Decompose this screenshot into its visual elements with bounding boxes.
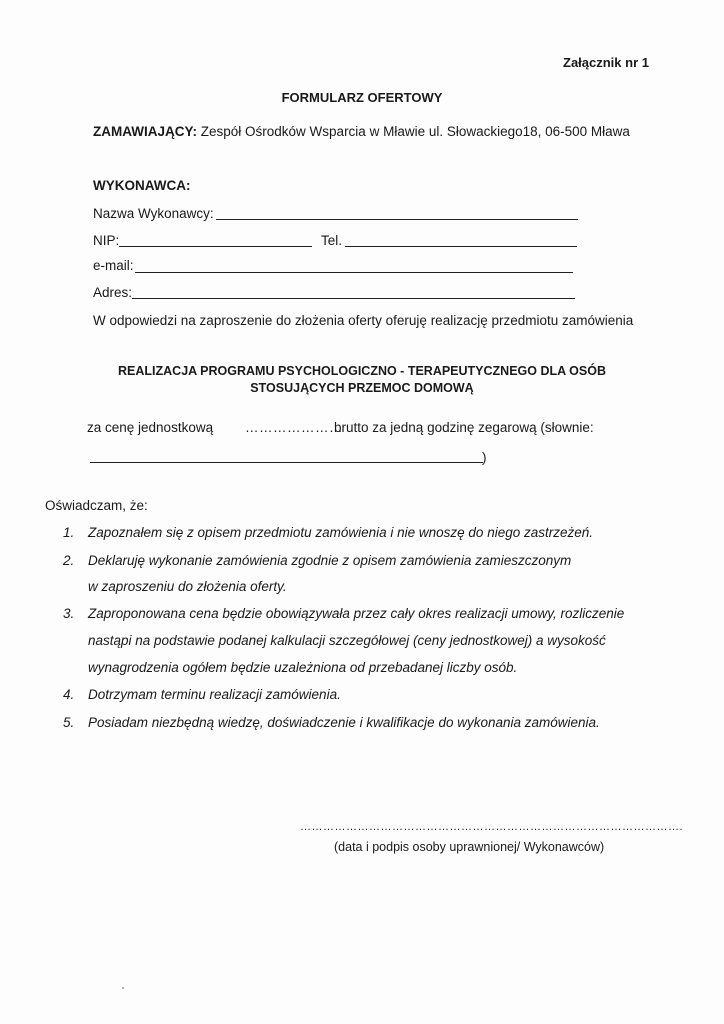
declaration-1-line-1: Zapoznałem się z opisem przedmiotu zamówienia i nie wnoszę do niego zastrzeżeń.	[88, 525, 594, 540]
nip-label: NIP:	[93, 233, 120, 248]
subject-title-line2: STOSUJĄCYCH PRZEMOC DOMOWĄ	[250, 381, 474, 395]
attachment-label: Załącznik nr 1	[563, 55, 649, 70]
form-title: FORMULARZ OFERTOWY	[281, 90, 443, 105]
declaration-3-line-2: nastąpi na podstawie podanej kalkulacji szczegółowej (ceny jednostkowej) a wysokość	[88, 633, 606, 648]
declaration-3-line-1: Zaproponowana cena będzie obowiązywała przez cały okres realizacji umowy, rozliczenie	[88, 606, 625, 621]
declaration-4-line-1: Dotrzymam terminu realizacji zamówienia.	[88, 687, 341, 702]
price-text-after: brutto za jedną godzinę zegarową (słownie:	[334, 420, 594, 435]
price-words-field[interactable]	[90, 462, 483, 463]
subject-title-line1: REALIZACJA PROGRAMU PSYCHOLOGICZNO - TERAPEUTYCZNEGO DLA OSÓB	[118, 364, 606, 378]
price-dots-field[interactable]: …………………	[245, 420, 343, 435]
ordering-party-label: ZAMAWIAJĄCY:	[93, 124, 197, 139]
address-field[interactable]	[132, 298, 575, 299]
scan-speck	[122, 987, 124, 989]
declaration-heading: Oświadczam, że:	[45, 498, 148, 513]
nip-field[interactable]	[119, 246, 312, 247]
contractor-name-label: Nazwa Wykonawcy:	[93, 206, 214, 221]
price-text-before: za cenę jednostkową	[87, 420, 214, 435]
email-label: e-mail:	[93, 258, 134, 273]
ordering-party-value: Zespół Ośrodków Wsparcia w Mławie ul. Słowackiego18, 06-500 Mława	[200, 124, 630, 139]
intro-text: W odpowiedzi na zaproszenie do złożenia oferty oferuję realizację przedmiotu zamówienia	[93, 313, 634, 328]
tel-label: Tel.	[321, 233, 343, 248]
declaration-num-3: 3.	[63, 606, 75, 621]
email-field[interactable]	[135, 272, 573, 273]
contractor-name-field[interactable]	[216, 219, 578, 220]
declaration-2-line-2: w zaproszeniu do złożenia oferty.	[88, 579, 287, 594]
declaration-3-line-3: wynagrodzenia ogółem będzie uzależniona od przebadanej liczby osób.	[88, 660, 518, 675]
price-close-paren: )	[482, 450, 487, 465]
address-label: Adres:	[93, 285, 133, 300]
signature-caption: (data i podpis osoby uprawnionej/ Wykonawców)	[334, 840, 605, 854]
ordering-party	[93, 124, 630, 139]
declaration-5-line-1: Posiadam niezbędną wiedzę, doświadczenie i kwalifikacje do wykonania zamówienia.	[88, 715, 600, 730]
declaration-num-4: 4.	[63, 687, 75, 702]
tel-field[interactable]	[345, 246, 577, 247]
declaration-2-line-1: Deklaruję wykonanie zamówienia zgodnie z opisem zamówienia zamieszczonym	[88, 553, 572, 568]
declaration-num-5: 5.	[63, 715, 75, 730]
signature-dots-field[interactable]: ……………………………………………………………………………………….	[300, 821, 684, 833]
declaration-num-2: 2.	[63, 553, 75, 568]
declaration-num-1: 1.	[63, 525, 75, 540]
contractor-heading: WYKONAWCA:	[93, 178, 191, 193]
